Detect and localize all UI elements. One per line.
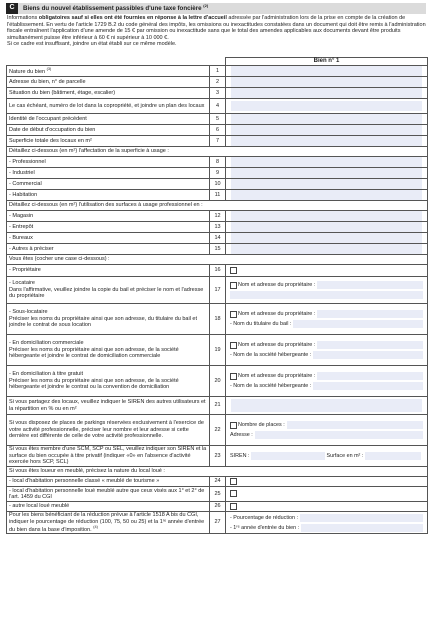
- table-row: - Professionnel 8: [7, 157, 428, 168]
- domcom-societe-field[interactable]: [313, 351, 423, 359]
- domiciliation-commerciale-checkbox[interactable]: [230, 342, 237, 349]
- table-row: Si vous partagez des locaux, veuillez indiquer le SIREN des autres utilisateurs et la répartition en % ou en m² 21: [7, 397, 428, 415]
- locataire-proprietaire-field[interactable]: [317, 281, 423, 289]
- parkings-adresse-field[interactable]: [255, 431, 423, 439]
- section-pro: Détaillez ci-dessous (en m²) l'utilisation des surfaces à usage professionnel en :: [7, 201, 428, 211]
- autre-meuble-checkbox[interactable]: [230, 503, 237, 510]
- meuble-tourisme-checkbox[interactable]: [230, 478, 237, 485]
- table-row: Superficie totale des locaux en m² 7: [7, 136, 428, 147]
- table-row: Si vous disposez de places de parkings réservées exclusivement à l'exercice de votre activité professionnelle, préciser leur nombre et leur adresse si cette dernière est différente de celle de votre activité professionnelle. 22 Nombre de places : Adresse :: [7, 415, 428, 446]
- adresse-bien-field[interactable]: [226, 77, 428, 88]
- sous-locataire-proprietaire-field[interactable]: [317, 310, 423, 318]
- occupant-precedent-field[interactable]: [226, 114, 428, 125]
- situation-bien-field[interactable]: [226, 88, 428, 99]
- premiere-annee-field[interactable]: [301, 524, 423, 532]
- usage-professionnel-field[interactable]: [226, 157, 428, 168]
- scm-siren-field[interactable]: [251, 452, 324, 460]
- section-letter: C: [6, 3, 18, 14]
- table-row: - Habitation 11: [7, 190, 428, 201]
- usage-commercial-field[interactable]: [226, 179, 428, 190]
- table-row: - Industriel 9: [7, 168, 428, 179]
- section-affectation: Détaillez ci-dessous (en m²) l'affectation de la superficie à usage :: [7, 147, 428, 157]
- usage-habitation-field[interactable]: [226, 190, 428, 201]
- magasin-field[interactable]: [226, 211, 428, 222]
- table-row: Date de début d'occupation du bien 6: [7, 125, 428, 136]
- pourcentage-reduction-field[interactable]: [300, 514, 423, 522]
- table-row: - Propriétaire 16: [7, 265, 428, 277]
- scm-surface-field[interactable]: [365, 452, 421, 460]
- table-row: Situation du bien (bâtiment, étage, escalier) 3: [7, 88, 428, 99]
- entrepot-field[interactable]: [226, 222, 428, 233]
- sous-locataire-checkbox[interactable]: [230, 311, 237, 318]
- bureaux-field[interactable]: [226, 233, 428, 244]
- table-row: Adresse du bien, n° de parcelle 2: [7, 77, 428, 88]
- property-table: [6, 57, 428, 534]
- date-occupation-field[interactable]: [226, 125, 428, 136]
- table-row: - Sous-locataire Préciser les noms du propriétaire ainsi que son adresse, du titulaire du bail et joindre le contrat de sous location 18 Nom et adresse du propriétaire : - Nom du titulaire du bail :: [7, 304, 428, 335]
- table-row: - autre local loué meublé 26: [7, 502, 428, 512]
- proprietaire-checkbox[interactable]: [230, 267, 237, 274]
- superficie-totale-field[interactable]: [226, 136, 428, 147]
- table-row: - Entrepôt 13: [7, 222, 428, 233]
- section-status: Vous êtes (cocher une case ci-dessous) :: [7, 255, 428, 265]
- locataire-checkbox[interactable]: [230, 282, 237, 289]
- table-row: Identité de l'occupant précédent 5: [7, 114, 428, 125]
- section-meuble: Si vous êtes loueur en meublé, précisez la nature du local loué :: [7, 467, 428, 477]
- domgratuit-societe-field[interactable]: [313, 382, 423, 390]
- table-row: - En domiciliation commerciale Préciser les noms du propriétaire ainsi que son adresse, de la société hébergeante et joindre le contrat de domiciliation commerciale 19 Nom et adresse du propriétaire : - Nom de la société hébergeante :: [7, 335, 428, 366]
- table-row: - Locataire Dans l'affirmative, veuillez joindre la copie du bail et préciser le nom et l'adresse du propriétaire 17 Nom et adresse du propriétaire :: [7, 277, 428, 304]
- nombre-places-field[interactable]: [287, 421, 423, 429]
- locataire-proprietaire-field-2[interactable]: [230, 291, 423, 299]
- titulaire-bail-field[interactable]: [293, 320, 423, 328]
- table-row: - Magasin 12: [7, 211, 428, 222]
- numero-lot-field[interactable]: [226, 99, 428, 114]
- section-header: [6, 3, 426, 14]
- table-row: - Commercial 10: [7, 179, 428, 190]
- intro-text: Informations obligatoires sauf si elles ont été fournies en réponse à la lettre d'accueil adressée par l'administration lors de la prise en compte de la création de l'établissement. En vertu de l'article 1729 B.2 du code général des impôts, les omissions ou inexactitudes constatées dans un document qui doit être remis à l'administration fiscale entraînent l'application d'une amende de 15 € par omission ou inexactitude sans que le total des amendes applicables aux documents devant être produits simultanément puisse être inférieur à 60 € ni supérieur à 10 000 €. Si ce cadre est insuffisant, joindre un état établi sur ce même modèle.: [7, 15, 426, 48]
- domcom-proprietaire-field[interactable]: [317, 341, 423, 349]
- table-row: - En domiciliation à titre gratuit Préciser les noms du propriétaire ainsi que son adresse, de la société hébergeante et joindre le contrat ou la convention de domiciliation 20 Nom et adresse du propriétaire : - Nom de la société hébergeante :: [7, 366, 428, 397]
- domgratuit-proprietaire-field[interactable]: [317, 372, 423, 380]
- table-row: - local d'habitation personnelle classé « meublé de tourisme » 24: [7, 477, 428, 487]
- usage-industriel-field[interactable]: [226, 168, 428, 179]
- siren-partage-field[interactable]: [226, 397, 428, 415]
- table-row: - Bureaux 14: [7, 233, 428, 244]
- table-row: Pour les biens bénéficiant de la réduction prévue à l'article 1518 A bis du CGI, indiquer le pourcentage de réduction (100, 75, 50 ou 25) et la 1ʳᵉ année d'entrée du bien dans la base d'imposition. $^{(4)}$ 27 - Pourcentage de réduction : - 1ʳᵉ année d'entrée du bien :: [7, 512, 428, 534]
- domiciliation-gratuit-checkbox[interactable]: [230, 373, 237, 380]
- table-row: - local d'habitation personnelle loué meublé autre que ceux visés aux 1° et 2° de l'art. 1459 du CGI 25: [7, 487, 428, 502]
- table-row: Nature du bien $^{(3)}$ 1: [7, 66, 428, 77]
- table-row: - Autres à préciser 15: [7, 244, 428, 255]
- meuble-autre-habitation-checkbox[interactable]: [230, 490, 237, 497]
- table-row: Si vous êtes membre d'une SCM, SCP ou SEL, veuillez indiquer son SIREN et la surface du bien occupée à titre privatif (indiquer «0» en l'absence d'activité exercée hors SCP, SCL) 23 SIREN : Surface en m² :: [7, 446, 428, 467]
- bien-header: Bien n° 1: [226, 58, 428, 66]
- nature-bien-field[interactable]: [226, 66, 428, 77]
- section-title: Biens du nouvel établissement passibles d'une taxe foncière $^{(2)}$: [23, 3, 209, 13]
- autres-field[interactable]: [226, 244, 428, 255]
- table-row: Le cas échéant, numéro de lot dans la copropriété, et joindre un plan des locaux 4: [7, 99, 428, 114]
- parkings-checkbox[interactable]: [230, 422, 237, 429]
